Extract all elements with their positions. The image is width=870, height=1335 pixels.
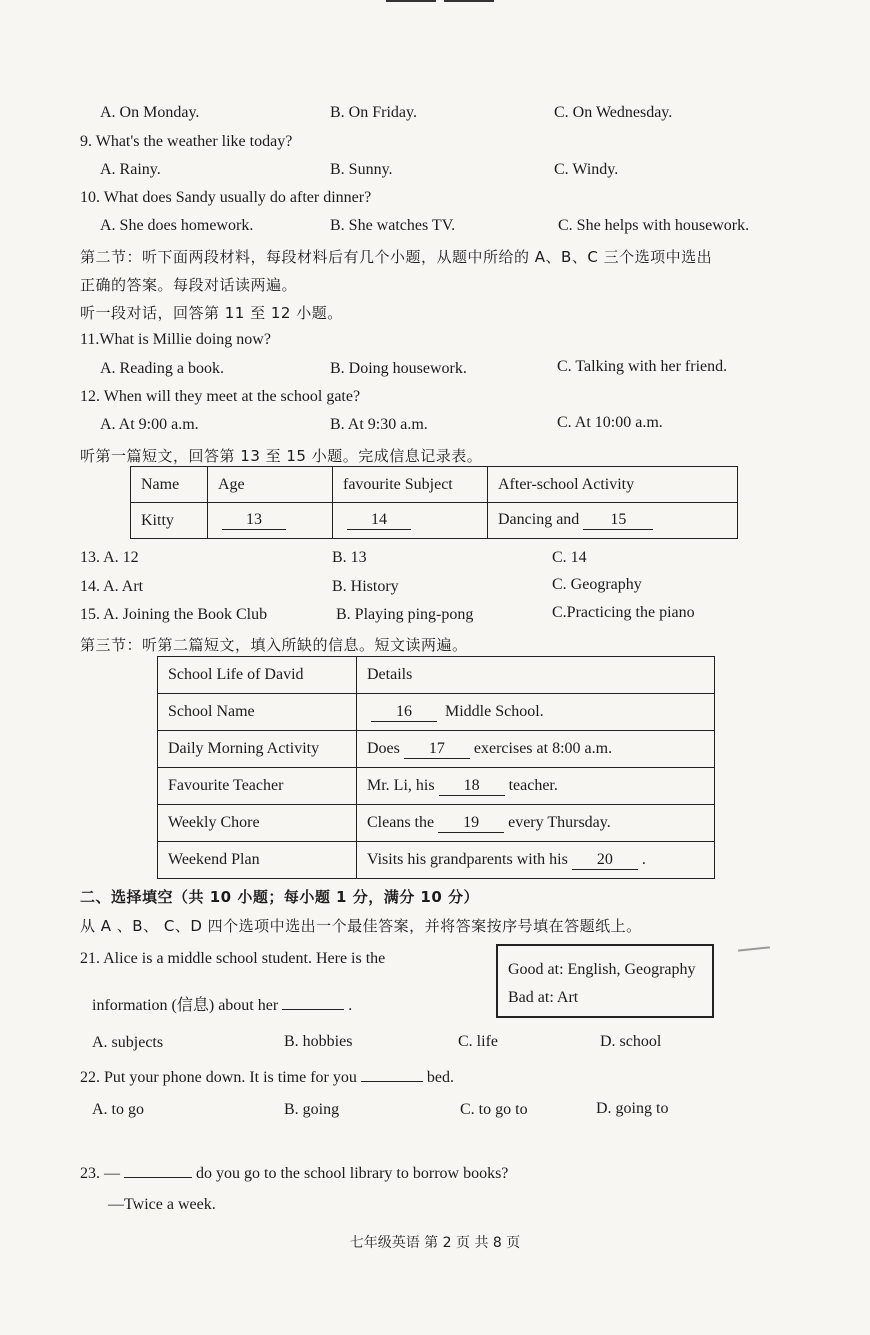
- q15-option-b: B. Playing ping-pong: [336, 606, 474, 623]
- table2-row-morning-activity: [158, 731, 715, 768]
- row-post: exercises at 8:00 a.m.: [473, 739, 613, 757]
- q22-text-end: bed.: [426, 1069, 454, 1086]
- blank-13: 13: [222, 511, 286, 530]
- row-post: teacher.: [508, 776, 558, 794]
- q11-option-a: A. Reading a book.: [100, 360, 224, 377]
- info-record-table: [130, 466, 738, 539]
- q23-text-end: do you go to the school library to borrow books?: [196, 1165, 509, 1182]
- q12-option-b: B. At 9:30 a.m.: [330, 416, 428, 433]
- row-label: Favourite Teacher: [158, 768, 357, 805]
- blank-17: 17: [404, 740, 470, 759]
- blank-14: 14: [347, 511, 411, 530]
- table1-data-row: [131, 503, 738, 539]
- row-post: .: [641, 850, 646, 868]
- table1-header-age: Age: [208, 467, 333, 503]
- row-post: every Thursday.: [508, 813, 611, 831]
- q15-option-c: C.Practicing the piano: [552, 604, 695, 621]
- row-label: School Name: [158, 694, 357, 731]
- q9-question: 9. What's the weather like today?: [80, 133, 293, 150]
- q22-option-d: D. going to: [596, 1100, 669, 1117]
- part2-title: 二、选择填空（共 10 小题；每小题 1 分，满分 10 分）: [80, 888, 480, 906]
- part2-instruction: 从 A 、B、 C、D 四个选项中选出一个最佳答案，并将答案按序号填在答题纸上。: [80, 917, 642, 935]
- blank-15: 15: [583, 511, 653, 530]
- q21-blank: [282, 1009, 344, 1010]
- row-pre: Mr. Li, his: [367, 776, 435, 794]
- q13-option-b: B. 13: [332, 549, 367, 566]
- row-pre: Visits his grandparents with his: [367, 850, 568, 868]
- table2-row-weekly-chore: [158, 805, 715, 842]
- q21-line2-end: .: [348, 997, 353, 1014]
- row-label: Weekly Chore: [158, 805, 357, 842]
- q21-option-d: D. school: [600, 1033, 662, 1050]
- q13-option-c: C. 14: [552, 549, 587, 566]
- row-label: Daily Morning Activity: [158, 731, 357, 768]
- scan-edge-mark: [738, 946, 770, 951]
- q21-option-b: B. hobbies: [284, 1033, 353, 1050]
- q12-option-c: C. At 10:00 a.m.: [557, 414, 663, 431]
- row-details: [357, 768, 715, 805]
- page-footer: 七年级英语 第 2 页 共 8 页: [349, 1235, 521, 1251]
- passage1-intro: 听第一篇短文，回答第 13 至 15 小题。完成信息记录表。: [80, 447, 483, 465]
- q22-option-c: C. to go to: [460, 1101, 528, 1118]
- table2-row-school-name: [158, 694, 715, 731]
- table2-header-row: [158, 657, 715, 694]
- table1-header-name: Name: [131, 467, 208, 503]
- table1-header-subject: favourite Subject: [333, 467, 488, 503]
- row-post: Middle School.: [445, 702, 544, 720]
- dialogue-intro: 听一段对话，回答第 11 至 12 小题。: [80, 304, 343, 322]
- row-pre: Does: [367, 739, 400, 757]
- row-pre: Cleans the: [367, 813, 435, 831]
- section2-line1: 第二节：听下面两段材料，每段材料后有几个小题，从题中所给的 A、B、C 三个选项中选出: [80, 248, 713, 266]
- q11-option-b: B. Doing housework.: [330, 360, 467, 377]
- q13-option-a: 13. A. 12: [80, 549, 139, 566]
- q23-question: [80, 1165, 508, 1183]
- row-details: [357, 694, 715, 731]
- table2-header-details: Details: [357, 657, 715, 694]
- q10-option-c: C. She helps with housework.: [558, 217, 750, 234]
- section3-intro: 第三节：听第二篇短文，填入所缺的信息。短文读两遍。: [80, 636, 468, 654]
- q9-option-b: B. Sunny.: [330, 161, 393, 178]
- row-details: [357, 731, 715, 768]
- q21-info-box: [496, 944, 714, 1018]
- q9-option-c: C. Windy.: [554, 161, 619, 178]
- q8-option-b: B. On Friday.: [330, 104, 417, 121]
- q23-blank: [124, 1177, 192, 1178]
- table1-activity-cell: [488, 503, 738, 539]
- row-details: [357, 842, 715, 879]
- q21-line2-text: information (信息) about her: [92, 997, 279, 1014]
- q15-option-a: 15. A. Joining the Book Club: [80, 606, 268, 623]
- q23-answer: —Twice a week.: [108, 1196, 216, 1213]
- q14-option-c: C. Geography: [552, 576, 642, 593]
- top-scan-mark: [386, 0, 496, 4]
- table1-subject-cell: [333, 503, 488, 539]
- q21-line2: [92, 992, 352, 1015]
- table2-header-topic: School Life of David: [158, 657, 357, 694]
- q21-option-c: C. life: [458, 1033, 498, 1050]
- q12-option-a: A. At 9:00 a.m.: [100, 416, 199, 433]
- q22-question: [80, 1069, 454, 1087]
- q8-option-a: A. On Monday.: [100, 104, 200, 121]
- row-details: [357, 805, 715, 842]
- q10-option-b: B. She watches TV.: [330, 217, 456, 234]
- q10-option-a: A. She does homework.: [100, 217, 254, 234]
- box-bad-at: Bad at: Art: [508, 989, 579, 1006]
- q12-question: 12. When will they meet at the school gate?: [80, 388, 361, 405]
- blank-20: 20: [572, 851, 638, 870]
- q22-text: 22. Put your phone down. It is time for you: [80, 1069, 357, 1086]
- box-good-at: Good at: English, Geography: [508, 961, 696, 978]
- table1-header-row: [131, 467, 738, 503]
- table1-age-cell: [208, 503, 333, 539]
- q11-option-c: C. Talking with her friend.: [557, 358, 728, 375]
- table2-row-favourite-teacher: [158, 768, 715, 805]
- q8-option-c: C. On Wednesday.: [554, 104, 673, 121]
- q22-blank: [361, 1081, 423, 1082]
- q23-text: 23. —: [80, 1165, 120, 1182]
- q14-option-a: 14. A. Art: [80, 578, 144, 595]
- row-label: Weekend Plan: [158, 842, 357, 879]
- q21-line1: 21. Alice is a middle school student. Here is the: [80, 950, 386, 967]
- q14-option-b: B. History: [332, 578, 399, 595]
- table2-row-weekend-plan: [158, 842, 715, 879]
- q21-option-a: A. subjects: [92, 1034, 164, 1051]
- table1-name-cell: Kitty: [131, 503, 208, 539]
- q10-question: 10. What does Sandy usually do after dinner?: [80, 189, 372, 206]
- blank-18: 18: [439, 777, 505, 796]
- q22-option-b: B. going: [284, 1101, 340, 1118]
- david-school-life-table: [157, 656, 715, 879]
- q9-option-a: A. Rainy.: [100, 161, 161, 178]
- activity-prefix: Dancing and: [498, 511, 580, 528]
- section2-line2: 正确的答案。每段对话读两遍。: [80, 276, 298, 294]
- blank-19: 19: [438, 814, 504, 833]
- blank-16: 16: [371, 703, 437, 722]
- q11-question: 11.What is Millie doing now?: [80, 331, 271, 348]
- table1-header-activity: After-school Activity: [488, 467, 738, 503]
- q22-option-a: A. to go: [92, 1101, 144, 1118]
